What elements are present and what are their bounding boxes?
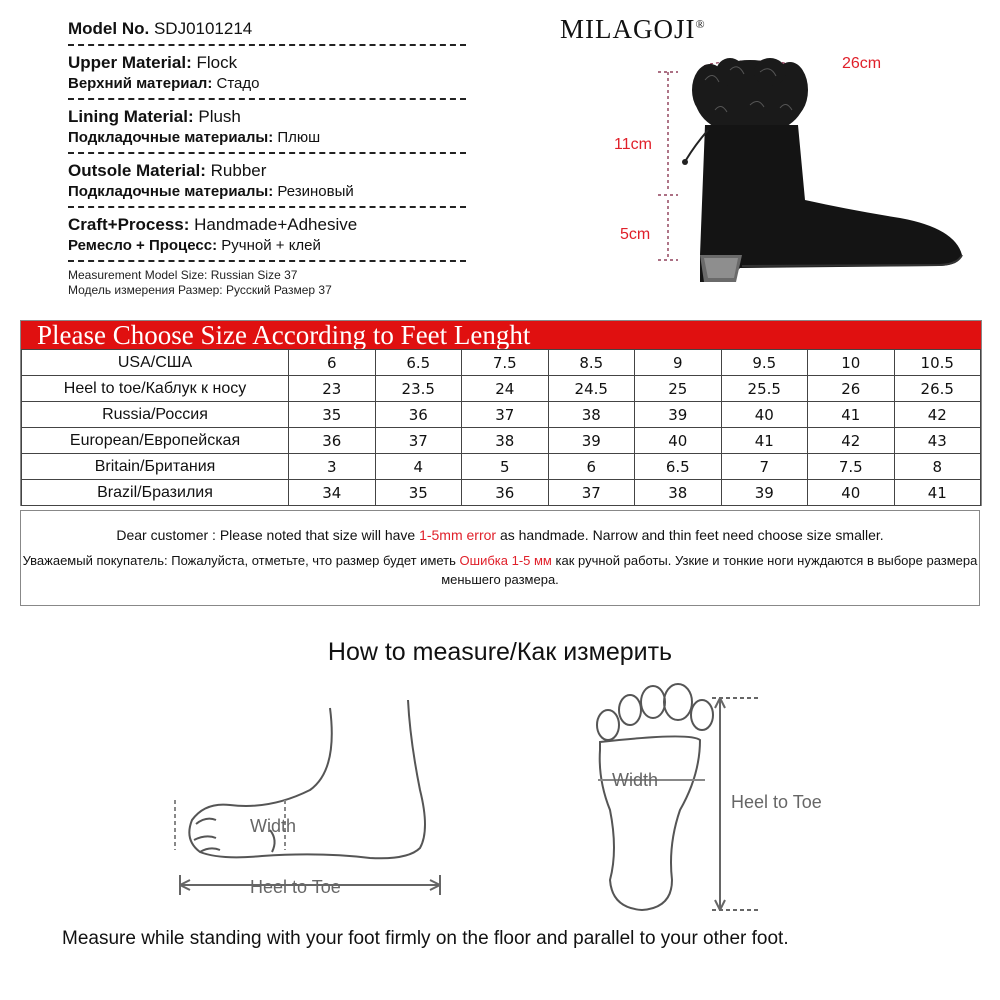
divider	[68, 152, 466, 154]
measure-diagram	[0, 680, 1000, 930]
outsole-material-ru: Подкладочные материалы: Резиновый	[68, 183, 354, 200]
size-row	[22, 376, 981, 402]
divider	[68, 206, 466, 208]
size-cell: 10.5	[894, 350, 981, 376]
size-cell: 37	[462, 402, 549, 428]
size-row	[22, 428, 981, 454]
lining-material-ru: Подкладочные материалы: Плюш	[68, 129, 321, 146]
size-cell: 41	[721, 428, 808, 454]
size-row-label: European/Европейская	[22, 428, 289, 454]
size-cell: 38	[635, 480, 722, 506]
size-row-label: Brazil/Бразилия	[22, 480, 289, 506]
size-cell: 39	[721, 480, 808, 506]
size-cell: 41	[894, 480, 981, 506]
size-cell: 36	[289, 428, 376, 454]
size-row	[22, 402, 981, 428]
side-width-label: Width	[250, 816, 297, 836]
top-width-label: Width	[612, 770, 659, 790]
size-cell: 10	[808, 350, 895, 376]
size-cell: 6	[548, 454, 635, 480]
boot-illustration	[600, 50, 995, 295]
size-row	[22, 350, 981, 376]
size-cell: 9	[635, 350, 722, 376]
size-cell: 24.5	[548, 376, 635, 402]
size-cell: 9.5	[721, 350, 808, 376]
size-cell: 40	[635, 428, 722, 454]
top-foot-outline	[600, 736, 700, 910]
measurement-model-size-ru: Модель измерения Размер: Русский Размер 37	[68, 283, 332, 297]
size-cell: 23	[289, 376, 376, 402]
size-cell: 26	[808, 376, 895, 402]
size-cell: 37	[548, 480, 635, 506]
size-cell: 38	[462, 428, 549, 454]
top-heel-to-toe-label: Heel to Toe	[731, 792, 822, 812]
outsole-material: Outsole Material: Rubber	[68, 161, 267, 180]
size-cell: 6.5	[635, 454, 722, 480]
circumference-label: 26cm	[842, 55, 882, 72]
size-cell: 38	[548, 402, 635, 428]
error-tolerance-ru: Ошибка 1-5 мм	[459, 553, 552, 568]
size-cell: 41	[808, 402, 895, 428]
craft-process: Craft+Process: Handmade+Adhesive	[68, 215, 358, 234]
divider	[68, 98, 466, 100]
size-table	[21, 349, 981, 506]
craft-process-ru: Ремесло + Процесс: Ручной + клей	[68, 237, 321, 254]
shaft-height-label: 11cm	[614, 136, 652, 153]
size-cell: 8.5	[548, 350, 635, 376]
customer-notice	[20, 510, 980, 606]
size-cell: 36	[375, 402, 462, 428]
brand-logo: MILAGOJI®	[560, 14, 706, 44]
size-row-label: USA/CША	[22, 350, 289, 376]
size-cell: 7.5	[808, 454, 895, 480]
size-cell: 4	[375, 454, 462, 480]
size-cell: 23.5	[375, 376, 462, 402]
size-cell: 8	[894, 454, 981, 480]
size-cell: 34	[289, 480, 376, 506]
size-cell: 25	[635, 376, 722, 402]
size-cell: 24	[462, 376, 549, 402]
error-tolerance: 1-5mm error	[419, 527, 497, 543]
size-chart	[20, 320, 982, 506]
size-cell: 40	[808, 480, 895, 506]
size-cell: 42	[808, 428, 895, 454]
size-row	[22, 454, 981, 480]
notice-en: Dear customer : Please noted that size will have 1-5mm error as handmade. Narrow and thin feet need choose size smaller.	[116, 527, 884, 543]
upper-material-ru: Верхний материал: Стадо	[68, 75, 260, 92]
product-specs	[68, 18, 468, 298]
size-row-label: Russia/Россия	[22, 402, 289, 428]
size-row-label: Heel to toe/Каблук к носу	[22, 376, 289, 402]
size-cell: 40	[721, 402, 808, 428]
side-foot-outline	[189, 700, 425, 858]
size-row	[22, 480, 981, 506]
heel-height-label: 5cm	[620, 226, 651, 243]
divider	[68, 44, 466, 46]
lining-material: Lining Material: Plush	[68, 107, 241, 126]
size-cell: 25.5	[721, 376, 808, 402]
measurement-model-size: Measurement Model Size: Russian Size 37	[68, 268, 298, 282]
toe-1	[597, 710, 619, 740]
model-number: Model No. SDJ0101214	[68, 19, 253, 38]
measure-instruction: Measure while standing with your foot firmly on the floor and parallel to your other foot.	[62, 928, 789, 949]
upper-material: Upper Material: Flock	[68, 53, 238, 72]
size-cell: 43	[894, 428, 981, 454]
size-cell: 35	[289, 402, 376, 428]
size-cell: 26.5	[894, 376, 981, 402]
size-row-label: Britain/Британия	[22, 454, 289, 480]
notice-ru: Уважаемый покупатель: Пожалуйста, отметьте, что размер будет иметь Ошибка 1-5 мм как ручной работы. Узкие и тонкие ноги нуждаются в выборе размера меньшего размера.	[22, 553, 978, 587]
size-cell: 42	[894, 402, 981, 428]
size-cell: 39	[548, 428, 635, 454]
size-cell: 3	[289, 454, 376, 480]
size-cell: 37	[375, 428, 462, 454]
how-to-measure-title: How to measure/Как измерить	[327, 638, 673, 666]
side-heel-to-toe-label: Heel to Toe	[250, 877, 341, 897]
size-cell: 39	[635, 402, 722, 428]
size-cell: 7.5	[462, 350, 549, 376]
size-chart-banner: Please Choose Size According to Feet Lenght	[21, 321, 981, 349]
size-cell: 6.5	[375, 350, 462, 376]
divider	[68, 260, 466, 262]
size-cell: 5	[462, 454, 549, 480]
size-cell: 6	[289, 350, 376, 376]
size-cell: 7	[721, 454, 808, 480]
size-cell: 35	[375, 480, 462, 506]
size-cell: 36	[462, 480, 549, 506]
